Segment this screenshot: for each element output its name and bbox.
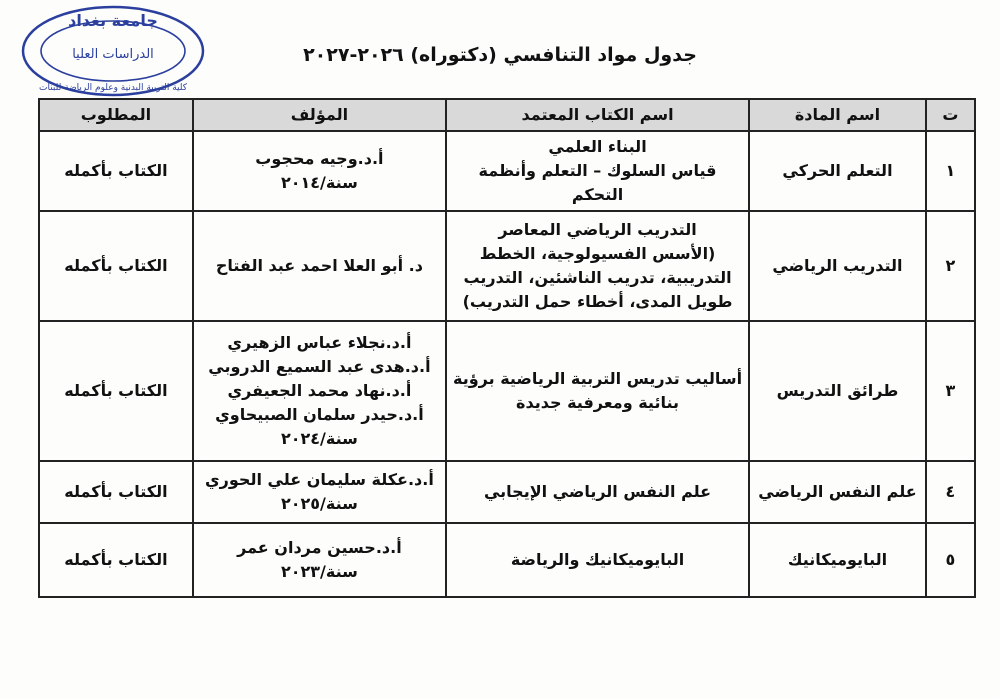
row-author: [193, 523, 446, 597]
header-subject: اسم المادة: [749, 99, 926, 131]
author-line: سنة/٢٠١٤: [280, 173, 358, 192]
row-author: [193, 321, 446, 461]
row-required: الكتاب بأكمله: [39, 523, 193, 597]
book-line: التدريبية، تدريب الناشئين، التدريب: [463, 268, 732, 287]
row-subject: طرائق التدريس: [749, 321, 926, 461]
row-num: ٤: [926, 461, 975, 523]
author-line: سنة/٢٠٢٥: [280, 494, 358, 513]
header-required: المطلوب: [39, 99, 193, 131]
author-line: أ.د.هدى عبد السميع الدروبي: [208, 357, 431, 376]
author-line: سنة/٢٠٢٣: [280, 562, 358, 581]
book-line: بنائية ومعرفية جديدة: [516, 393, 679, 412]
row-book: [446, 211, 749, 321]
page-title: جدول مواد التنافسي (دكتوراه) ٢٠٢٦-٢٠٢٧: [303, 44, 697, 66]
book-line: البناء العلمي: [548, 137, 647, 156]
row-book: [446, 523, 749, 597]
row-subject: علم النفس الرياضي: [749, 461, 926, 523]
table-row: [39, 131, 975, 211]
row-book: [446, 131, 749, 211]
row-book: [446, 461, 749, 523]
row-book: [446, 321, 749, 461]
book-line: التدريب الرياضي المعاصر: [498, 220, 697, 239]
table-row: [39, 523, 975, 597]
table-row: [39, 321, 975, 461]
book-line: أساليب تدريس التربية الرياضية برؤية: [453, 369, 743, 388]
row-author: [193, 461, 446, 523]
author-line: د. أبو العلا احمد عبد الفتاح: [215, 256, 423, 275]
book-line: طويل المدى، أخطاء حمل التدريب): [462, 292, 733, 311]
book-line: (الأسس الفسيولوجية، الخطط: [479, 244, 716, 263]
row-num: ١: [926, 131, 975, 211]
header-book: اسم الكتاب المعتمد: [446, 99, 749, 131]
table-row: [39, 461, 975, 523]
book-line: علم النفس الرياضي الإيجابي: [483, 482, 712, 501]
header-author: المؤلف: [193, 99, 446, 131]
subjects-table: [38, 98, 976, 598]
row-num: ٥: [926, 523, 975, 597]
row-author: [193, 211, 446, 321]
table-row: [39, 211, 975, 321]
book-line: قياس السلوك – التعلم وأنظمة التحكم: [478, 161, 717, 204]
row-required: الكتاب بأكمله: [39, 211, 193, 321]
stamp-department: الدراسات العليا: [72, 47, 154, 62]
author-line: أ.د.حيدر سلمان الصبيحاوي: [215, 405, 424, 424]
row-subject: التدريب الرياضي: [749, 211, 926, 321]
row-subject: البايوميكانيك: [749, 523, 926, 597]
book-line: البايوميكانيك والرياضة: [510, 550, 685, 569]
row-required: الكتاب بأكمله: [39, 461, 193, 523]
author-line: أ.د.حسين مردان عمر: [237, 538, 402, 557]
header-row: [39, 99, 975, 131]
author-line: أ.د.نهاد محمد الجعيفري: [227, 381, 412, 400]
row-subject: التعلم الحركي: [749, 131, 926, 211]
row-required: الكتاب بأكمله: [39, 321, 193, 461]
header-num: ت: [926, 99, 975, 131]
row-required: الكتاب بأكمله: [39, 131, 193, 211]
row-num: ٢: [926, 211, 975, 321]
author-line: أ.د.نجلاء عباس الزهيري: [227, 333, 412, 352]
author-line: أ.د.عكلة سليمان علي الحوري: [205, 470, 434, 489]
stamp-college: كلية التربية البدنية وعلوم الرياضة للبنات: [38, 83, 188, 93]
stamp-university: جامعة بغداد: [68, 11, 158, 30]
row-num: ٣: [926, 321, 975, 461]
author-line: أ.د.وجيه محجوب: [255, 149, 384, 168]
author-line: سنة/٢٠٢٤: [280, 429, 358, 448]
row-author: [193, 131, 446, 211]
